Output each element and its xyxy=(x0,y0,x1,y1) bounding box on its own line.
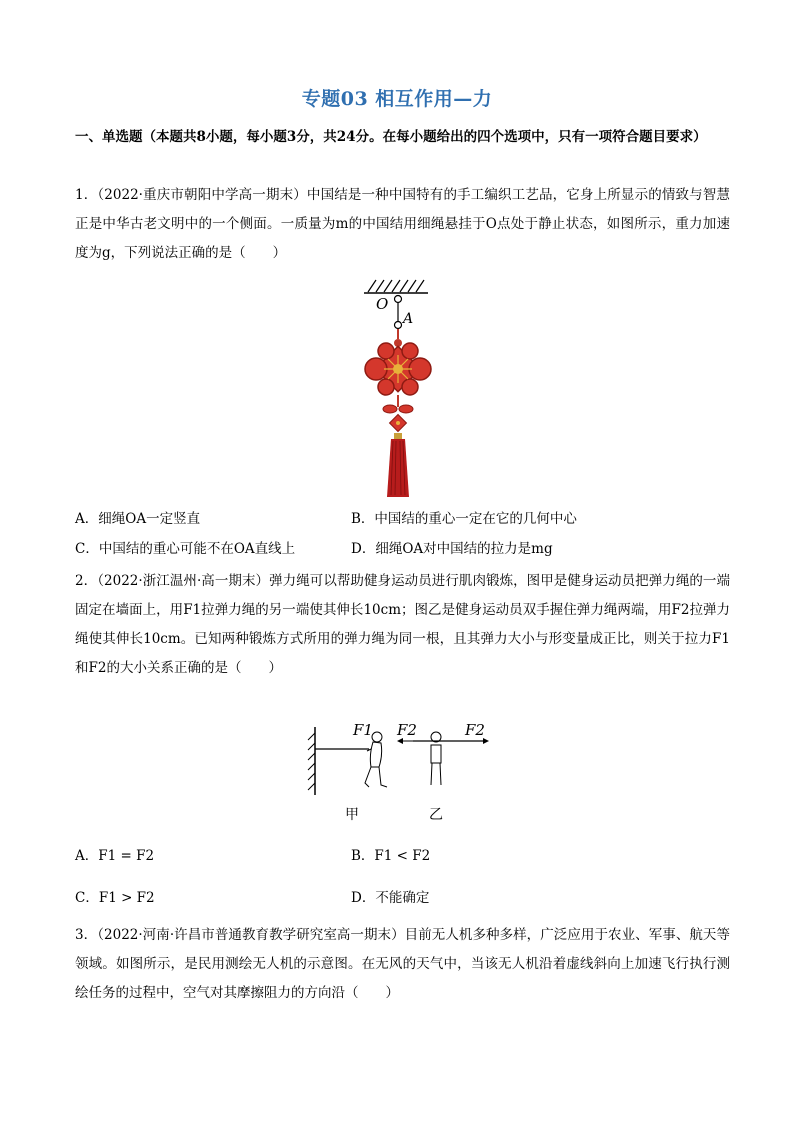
q1-option-b: B．中国结的重心一定在它的几何中心 xyxy=(351,511,577,527)
point-a-label: A xyxy=(403,311,414,327)
q2-option-d: D．不能确定 xyxy=(351,890,430,906)
q2-option-b: B．F1 < F2 xyxy=(351,848,431,864)
yi-label: 乙 xyxy=(429,807,443,823)
q1-option-a: A．细绳OA一定竖直 xyxy=(75,511,201,527)
question-1-text: 1．（2022·重庆市朝阳中学高一期末）中国结是一种中国特有的手工编织工艺品，它身上所显示的情致与智慧正是中华古老文明中的一个侧面。一质量为m的中国结用细绳悬挂于O点处于静止状态，如图所示，重力加速度为g，下列说法正确的是（ ） xyxy=(75,187,730,261)
page-title: 专题03 相互作用—力 xyxy=(301,88,493,110)
question-3-text: 3．（2022·河南·许昌市普通教育教学研究室高一期末）目前无人机多种多样，广泛应用于农业、军事、航天等领域。如图所示，是民用测绘无人机的示意图。在无风的天气中，当该无人机沿着虚线斜向上加速飞行执行测绘任务的过程中，空气对其摩擦阻力的方向沿（ ） xyxy=(75,927,730,1001)
elastic-rope-figure xyxy=(305,715,505,830)
point-o-label: O xyxy=(376,295,389,313)
q2-option-c: C．F1 > F2 xyxy=(75,890,155,906)
question-2-text: 2．（2022·浙江温州·高一期末）弹力绳可以帮助健身运动员进行肌肉锻炼，图甲是健身运动员把弹力绳的一端固定在墙面上，用F1拉弹力绳的另一端使其伸长10cm；图乙是健身运动员双手握住弹力绳两端，用F2拉弹力绳使其伸长10cm。已知两种锻炼方式所用的弹力绳为同一根，且其弹力大小与形变量成正比，则关于拉力F1和F2的大小关系正确的是（ ） xyxy=(75,573,730,676)
q2-option-a: A．F1 = F2 xyxy=(75,848,155,864)
q1-option-c: C．中国结的重心可能不在OA直线上 xyxy=(75,541,296,557)
f1-label: F1 xyxy=(353,721,373,739)
f2-left-label: F2 xyxy=(397,721,417,739)
f2-right-label: F2 xyxy=(465,721,485,739)
chinese-knot-figure xyxy=(360,275,440,503)
q1-option-d: D．细绳OA对中国结的拉力是mg xyxy=(351,541,553,557)
section-header: 一、单选题（本题共8小题，每小题3分，共24分。在每小题给出的四个选项中，只有一项符合题目要求） xyxy=(75,129,707,145)
jia-label: 甲 xyxy=(345,807,359,823)
